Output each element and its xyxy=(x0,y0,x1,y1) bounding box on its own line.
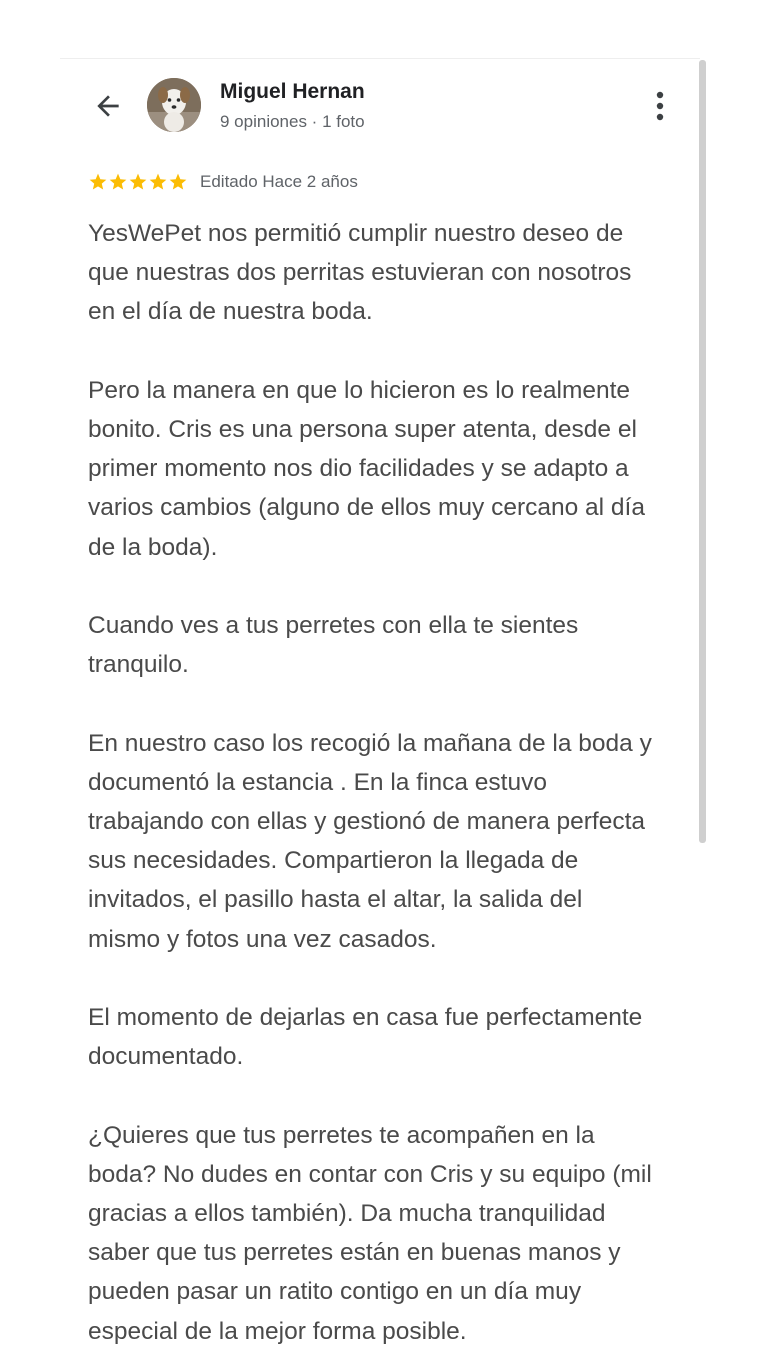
review-paragraph xyxy=(88,371,688,567)
review-paragraph xyxy=(88,998,688,1076)
star-icon xyxy=(148,172,168,192)
edited-timestamp: Editado Hace 2 años xyxy=(200,172,358,191)
review-line: ¿Quieres que tus perretes te acompañen en la xyxy=(88,1121,595,1149)
avatar[interactable] xyxy=(147,78,201,132)
rating-row xyxy=(88,170,358,194)
review-line: invitados, el pasillo hasta el altar, la salida del xyxy=(88,886,583,914)
review-paragraph xyxy=(88,724,688,959)
review-text xyxy=(88,214,688,1365)
review-line: primer momento nos dio facilidades y se adapto a xyxy=(88,455,629,483)
review-line: pueden pasar un ratito contigo en un día muy xyxy=(88,1278,582,1306)
more-options-button[interactable] xyxy=(644,88,676,124)
review-line: gracias a ellos también). Da mucha tranquilidad xyxy=(88,1200,606,1227)
review-line: YesWePet nos permitió cumplir nuestro deseo de xyxy=(88,220,624,247)
review-line: documentó la estancia . En la finca estuvo xyxy=(88,768,547,796)
review-line: especial de la mejor forma posible. xyxy=(88,1317,467,1345)
star-icon xyxy=(128,172,148,192)
review-line: Cuando ves a tus perretes con ella te sientes xyxy=(88,612,579,639)
arrow-back-icon xyxy=(92,90,124,122)
review-line: tranquilo. xyxy=(88,651,189,679)
review-header xyxy=(0,72,700,138)
review-line: Pero la manera en que lo hicieron es lo realmente xyxy=(88,376,631,404)
review-line: boda? No dudes en contar con Cris y su equipo (mil xyxy=(88,1160,652,1188)
review-line: En nuestro caso los recogió la mañana de la boda y xyxy=(88,729,652,757)
review-line: documentado. xyxy=(88,1043,244,1071)
review-paragraph xyxy=(88,1116,688,1351)
star-icon xyxy=(108,172,128,192)
review-line: varios cambios (alguno de ellos muy cercano al día xyxy=(88,494,645,522)
review-line: bonito. Cris es una persona super atenta, desde el xyxy=(88,416,637,443)
star-rating xyxy=(88,172,188,192)
star-icon xyxy=(168,172,188,192)
back-button[interactable] xyxy=(88,86,128,126)
review-line: sus necesidades. Compartieron la llegada de xyxy=(88,847,579,875)
review-line: El momento de dejarlas en casa fue perfectamente xyxy=(88,1004,643,1031)
star-icon xyxy=(88,172,108,192)
user-meta: 9 opiniones · 1 foto xyxy=(220,112,365,131)
top-divider xyxy=(60,58,700,59)
more-vert-icon xyxy=(656,91,664,121)
scrollbar[interactable] xyxy=(699,60,706,843)
review-line: en el día de nuestra boda. xyxy=(88,298,373,326)
review-line: de la boda). xyxy=(88,533,218,561)
review-line: que nuestras dos perritas estuvieran con nosotros xyxy=(88,259,632,287)
review-paragraph xyxy=(88,214,688,332)
review-line: mismo y fotos una vez casados. xyxy=(88,925,437,953)
review-paragraph xyxy=(88,606,688,684)
user-name[interactable]: Miguel Hernan xyxy=(220,80,365,103)
review-line: trabajando con ellas y gestionó de manera perfecta xyxy=(88,808,646,835)
review-line: saber que tus perretes están en buenas manos y xyxy=(88,1239,621,1267)
dog-avatar-image xyxy=(147,78,201,132)
